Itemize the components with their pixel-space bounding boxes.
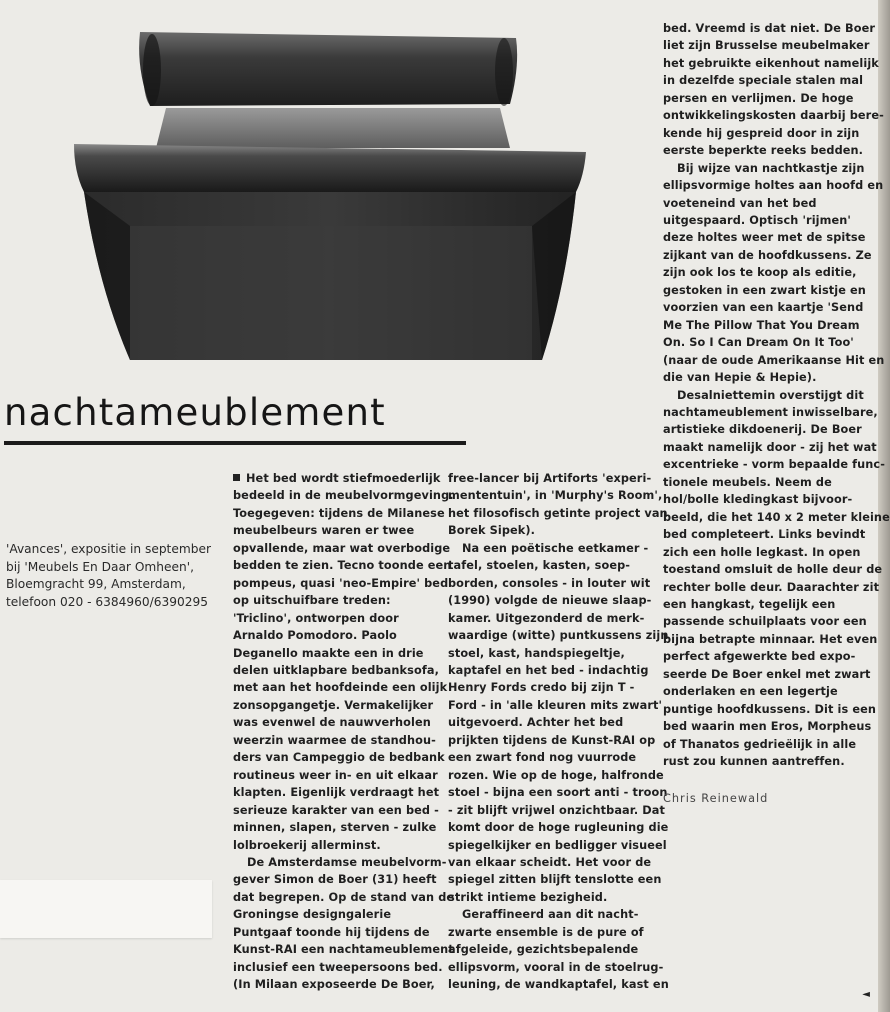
exhibition-info <box>6 541 220 611</box>
text-line: was evenwel de nauwverholen <box>233 716 431 730</box>
article-column-3 <box>663 20 890 808</box>
text-line: bed completeert. Links bevindt <box>663 528 866 542</box>
text-line: Desalniettemin overstijgt dit <box>677 388 864 402</box>
text-line: voeteneind van het bed <box>663 196 817 210</box>
info-line: Bloemgracht 99, Amsterdam, <box>6 577 186 591</box>
text-line: Kunst-RAI een nachtameublement <box>233 943 454 957</box>
text-line: kende hij gespreid door in zijn <box>663 126 860 140</box>
text-line: tafel, stoelen, kasten, soep- <box>448 559 631 573</box>
article-column-1 <box>233 470 454 994</box>
text-line: zijkant van de hoofdkussens. Ze <box>663 248 872 262</box>
text-line: onderlaken en een legertje <box>663 685 838 699</box>
text-line: (1990) volgde de nieuwe slaap- <box>448 594 652 608</box>
text-line: rozen. Wie op de hoge, halfronde <box>448 768 664 782</box>
text-line: ders van Campeggio de bedbank <box>233 751 445 765</box>
text-line: On. So I Can Dream On It Too' <box>663 336 854 350</box>
text-line: Toegegeven: tijdens de Milanese <box>233 506 445 520</box>
text-line: met aan het hoofdeinde een olijk <box>233 681 448 695</box>
text-line: rust zou kunnen aantreffen. <box>663 755 845 769</box>
text-line: kamer. Uitgezonderd de merk- <box>448 611 645 625</box>
text-line: maakt namelijk door - zij het wat <box>663 440 877 454</box>
text-line: tionele meubels. Neem de <box>663 475 832 489</box>
text-line: Groningse designgalerie <box>233 908 392 922</box>
text-line: Arnaldo Pomodoro. Paolo <box>233 629 397 643</box>
text-line: rechter bolle deur. Daarachter zit <box>663 580 880 594</box>
text-line: ellipsvormige holtes aan hoofd en <box>663 179 884 193</box>
text-line: opvallende, maar wat overbodige <box>233 541 451 555</box>
text-line: - zit blijft vrijwel onzichtbaar. Dat <box>448 803 665 817</box>
text-line: bedden te zien. Tecno toonde een <box>233 559 452 573</box>
text-line: klapten. Eigenlijk verdraagt het <box>233 786 440 800</box>
text-line: Puntgaaf toonde hij tijdens de <box>233 925 430 939</box>
text-line: Deganello maakte een in drie <box>233 646 424 660</box>
paper-sticker <box>0 880 212 938</box>
text-line: Het bed wordt stiefmoederlijk <box>233 470 454 487</box>
text-line: lolbroekerij allerminst. <box>233 838 381 852</box>
text-line: pompeus, quasi 'neo-Empire' bed <box>233 576 449 590</box>
text-line: Henry Fords credo bij zijn T - <box>448 681 635 695</box>
text-line: puntige hoofdkussens. Dit is een <box>663 702 877 716</box>
text-line: borden, consoles - in louter wit <box>448 576 651 590</box>
text-line: kaptafel en het bed - indachtig <box>448 663 649 677</box>
text-line: een zwart fond nog vuurrode <box>448 751 637 765</box>
text-line: beeld, die het 140 x 2 meter kleine <box>663 510 890 524</box>
text-line: mententuin', in 'Murphy's Room', <box>448 489 663 503</box>
text-line: dat begrepen. Op de stand van de <box>233 890 455 904</box>
text-line: van elkaar scheidt. Het voor de <box>448 855 652 869</box>
text-line: delen uitklapbare bedbanksofa, <box>233 663 439 677</box>
text-line: Ford - in 'alle kleuren mits zwart' <box>448 698 663 712</box>
text-line: zijn ook los te koop als editie, <box>663 266 857 280</box>
text-line: free-lancer bij Artiforts 'experi- <box>448 472 652 485</box>
text-line: zonsopgangetje. Vermakelijker <box>233 698 434 712</box>
text-line: De Amsterdamse meubelvorm- <box>247 855 447 869</box>
text-line: stoel, kast, handspiegeltje, <box>448 646 625 660</box>
article-headline: nachtameublement <box>4 391 386 434</box>
text-line: Borek Sipek). <box>448 524 536 538</box>
text-line: perfect afgewerkte bed expo- <box>663 650 856 664</box>
corner-arrow-icon: ◄ <box>862 989 870 1000</box>
text-line: ellipsvorm, vooral in de stoelrug- <box>448 960 664 974</box>
text-line: afgeleide, gezichtsbepalende <box>448 943 639 957</box>
headline-rule <box>4 441 466 445</box>
text-line: serieuze karakter van een bed - <box>233 803 439 817</box>
text-line: bedeeld in de meubelvormgeving. <box>233 489 454 503</box>
text-line: deze holtes weer met de spitse <box>663 231 866 245</box>
bed-photo <box>70 26 590 366</box>
text-line: meubelbeurs waren er twee <box>233 524 415 538</box>
text-line: uitgevoerd. Achter het bed <box>448 716 624 730</box>
text-line: leuning, de wandkaptafel, kast en <box>448 978 669 992</box>
text-line: voorzien van een kaartje 'Send <box>663 301 864 315</box>
text-line: artistieke dikdoenerij. De Boer <box>663 423 862 437</box>
text-line: minnen, slapen, sterven - zulke <box>233 821 437 835</box>
text-line: 'Triclino', ontworpen door <box>233 611 399 625</box>
text-line: of Thanatos gedrieëlijk in alle <box>663 737 857 751</box>
text-line: spiegel zitten blijft tenslotte een <box>448 873 662 887</box>
text-line: bed waarin men Eros, Morpheus <box>663 720 872 734</box>
text-line: ontwikkelingskosten daarbij bere- <box>663 109 884 123</box>
author-byline: Chris Reinewald <box>663 792 769 806</box>
text-line: persen en verlijmen. De hoge <box>663 91 854 105</box>
text-line: spiegelkijker en bedligger visueel <box>448 838 667 852</box>
text-line: waardige (witte) puntkussens zijn <box>448 629 669 643</box>
text-line: stoel - bijna een soort anti - troon <box>448 786 668 800</box>
text-line: komt door de hoge rugleuning die <box>448 821 669 835</box>
text-line: die van Hepie & Hepie). <box>663 371 817 385</box>
text-line: (naar de oude Amerikaanse Hit en <box>663 353 885 367</box>
text-line: het gebruikte eikenhout namelijk <box>663 56 879 70</box>
text-line: Geraffineerd aan dit nacht- <box>462 908 639 922</box>
text-line: liet zijn Brusselse meubelmaker <box>663 39 870 53</box>
text-line: strikt intieme bezigheid. <box>448 890 608 904</box>
text-line: Me The Pillow That You Dream <box>663 318 860 332</box>
text-line: inclusief een tweepersoons bed. <box>233 960 443 974</box>
text-line: in dezelfde speciale stalen mal <box>663 74 864 88</box>
text-line: gestoken in een zwart kistje en <box>663 283 866 297</box>
info-line: telefoon 020 - 6384960/6390295 <box>6 594 209 609</box>
text-line: een hangkast, tegelijk een <box>663 597 836 611</box>
text-line: hol/bolle kledingkast bijvoor- <box>663 493 853 507</box>
text-line: nachtameublement inwisselbare, <box>663 405 878 419</box>
text-line: Na een poëtische eetkamer - <box>462 541 649 555</box>
text-line: zich een holle legkast. In open <box>663 545 861 559</box>
text-line: zwarte ensemble is de pure of <box>448 925 644 939</box>
text-line: seerde De Boer enkel met zwart <box>663 667 871 681</box>
text-line: uitgespaard. Optisch 'rijmen' <box>663 213 851 227</box>
text-line: het filosofisch getinte project van <box>448 506 668 520</box>
text-line: weerzin waarmee de standhou- <box>233 733 436 747</box>
text-line: passende schuilplaats voor een <box>663 615 867 629</box>
info-line: 'Avances', expositie in september <box>6 542 211 556</box>
text-line: prijkten tijdens de Kunst-RAI op <box>448 733 656 747</box>
info-line: bij 'Meubels En Daar Omheen', <box>6 559 194 574</box>
text-line: op uitschuifbare treden: <box>233 594 391 608</box>
text-line: gever Simon de Boer (31) heeft <box>233 873 437 887</box>
text-line: bed. Vreemd is dat niet. De Boer <box>663 22 876 35</box>
text-line: (In Milaan exposeerde De Boer, <box>233 978 435 992</box>
text-line: excentrieke - vorm bepaalde func- <box>663 458 886 472</box>
paragraph-bullet-icon <box>233 474 240 481</box>
text-line: eerste beperkte reeks bedden. <box>663 144 864 158</box>
text-line: routineus weer in- en uit elkaar <box>233 768 438 782</box>
text-line: bijna betrapte minnaar. Het even <box>663 632 878 646</box>
article-column-2 <box>448 470 669 994</box>
text-line: Bij wijze van nachtkastje zijn <box>677 161 865 175</box>
text-line: toestand omsluit de holle deur de <box>663 563 883 577</box>
